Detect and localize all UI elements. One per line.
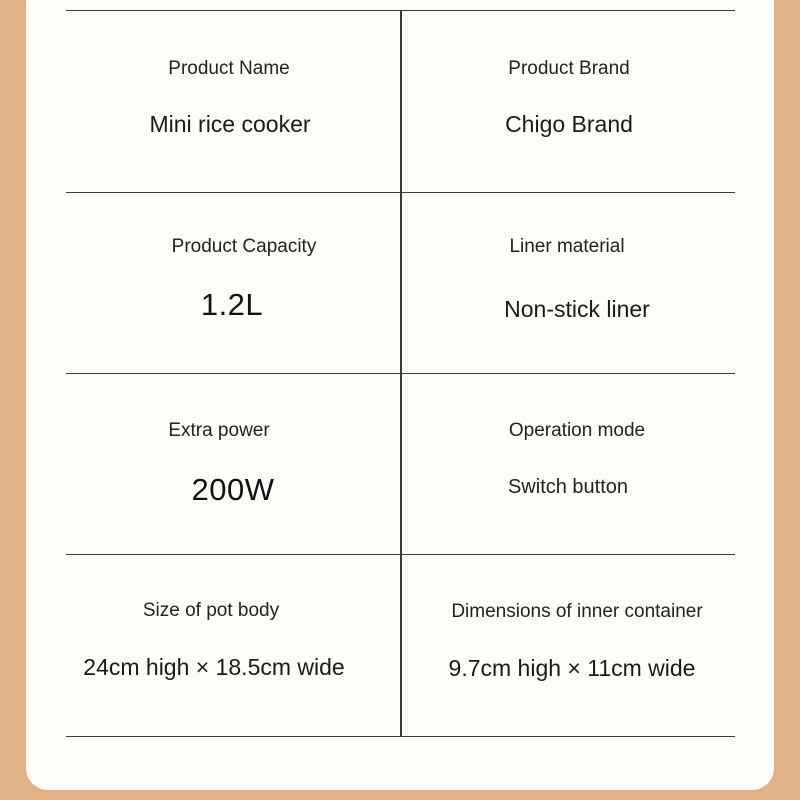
spec-label: Liner material [509,236,625,257]
spec-value: Switch button [507,476,629,498]
spec-cell-inner-container-dimensions [402,555,735,736]
spec-value: 9.7cm high × 11cm wide [448,655,696,681]
spec-row-4 [66,555,735,737]
spec-cell-product-brand [402,11,735,192]
spec-cell-pot-body-size [66,555,400,736]
spec-value: 200W [191,472,275,507]
spec-row-1 [66,11,735,193]
spec-label: Product Name [168,58,290,79]
spec-row-3 [66,374,735,555]
spec-cell-liner-material [402,193,735,373]
spec-cell-operation-mode [402,374,735,554]
spec-value: Non-stick liner [504,296,650,322]
spec-cell-product-capacity [66,193,400,373]
spec-label: Size of pot body [142,600,280,621]
spec-cell-extra-power [66,374,400,554]
spec-value: Chigo Brand [505,111,633,137]
spec-value: Mini rice cooker [149,111,311,137]
spec-label: Extra power [168,420,270,441]
spec-row-2 [66,193,735,374]
spec-value: 24cm high × 18.5cm wide [83,654,345,680]
spec-label: Dimensions of inner container [451,601,703,622]
spec-cell-product-name [66,11,400,192]
spec-value: 1.2L [200,287,264,322]
spec-label: Product Brand [508,58,630,79]
spec-label: Operation mode [508,420,646,441]
spec-label: Product Capacity [171,236,317,257]
spec-table [66,10,735,736]
